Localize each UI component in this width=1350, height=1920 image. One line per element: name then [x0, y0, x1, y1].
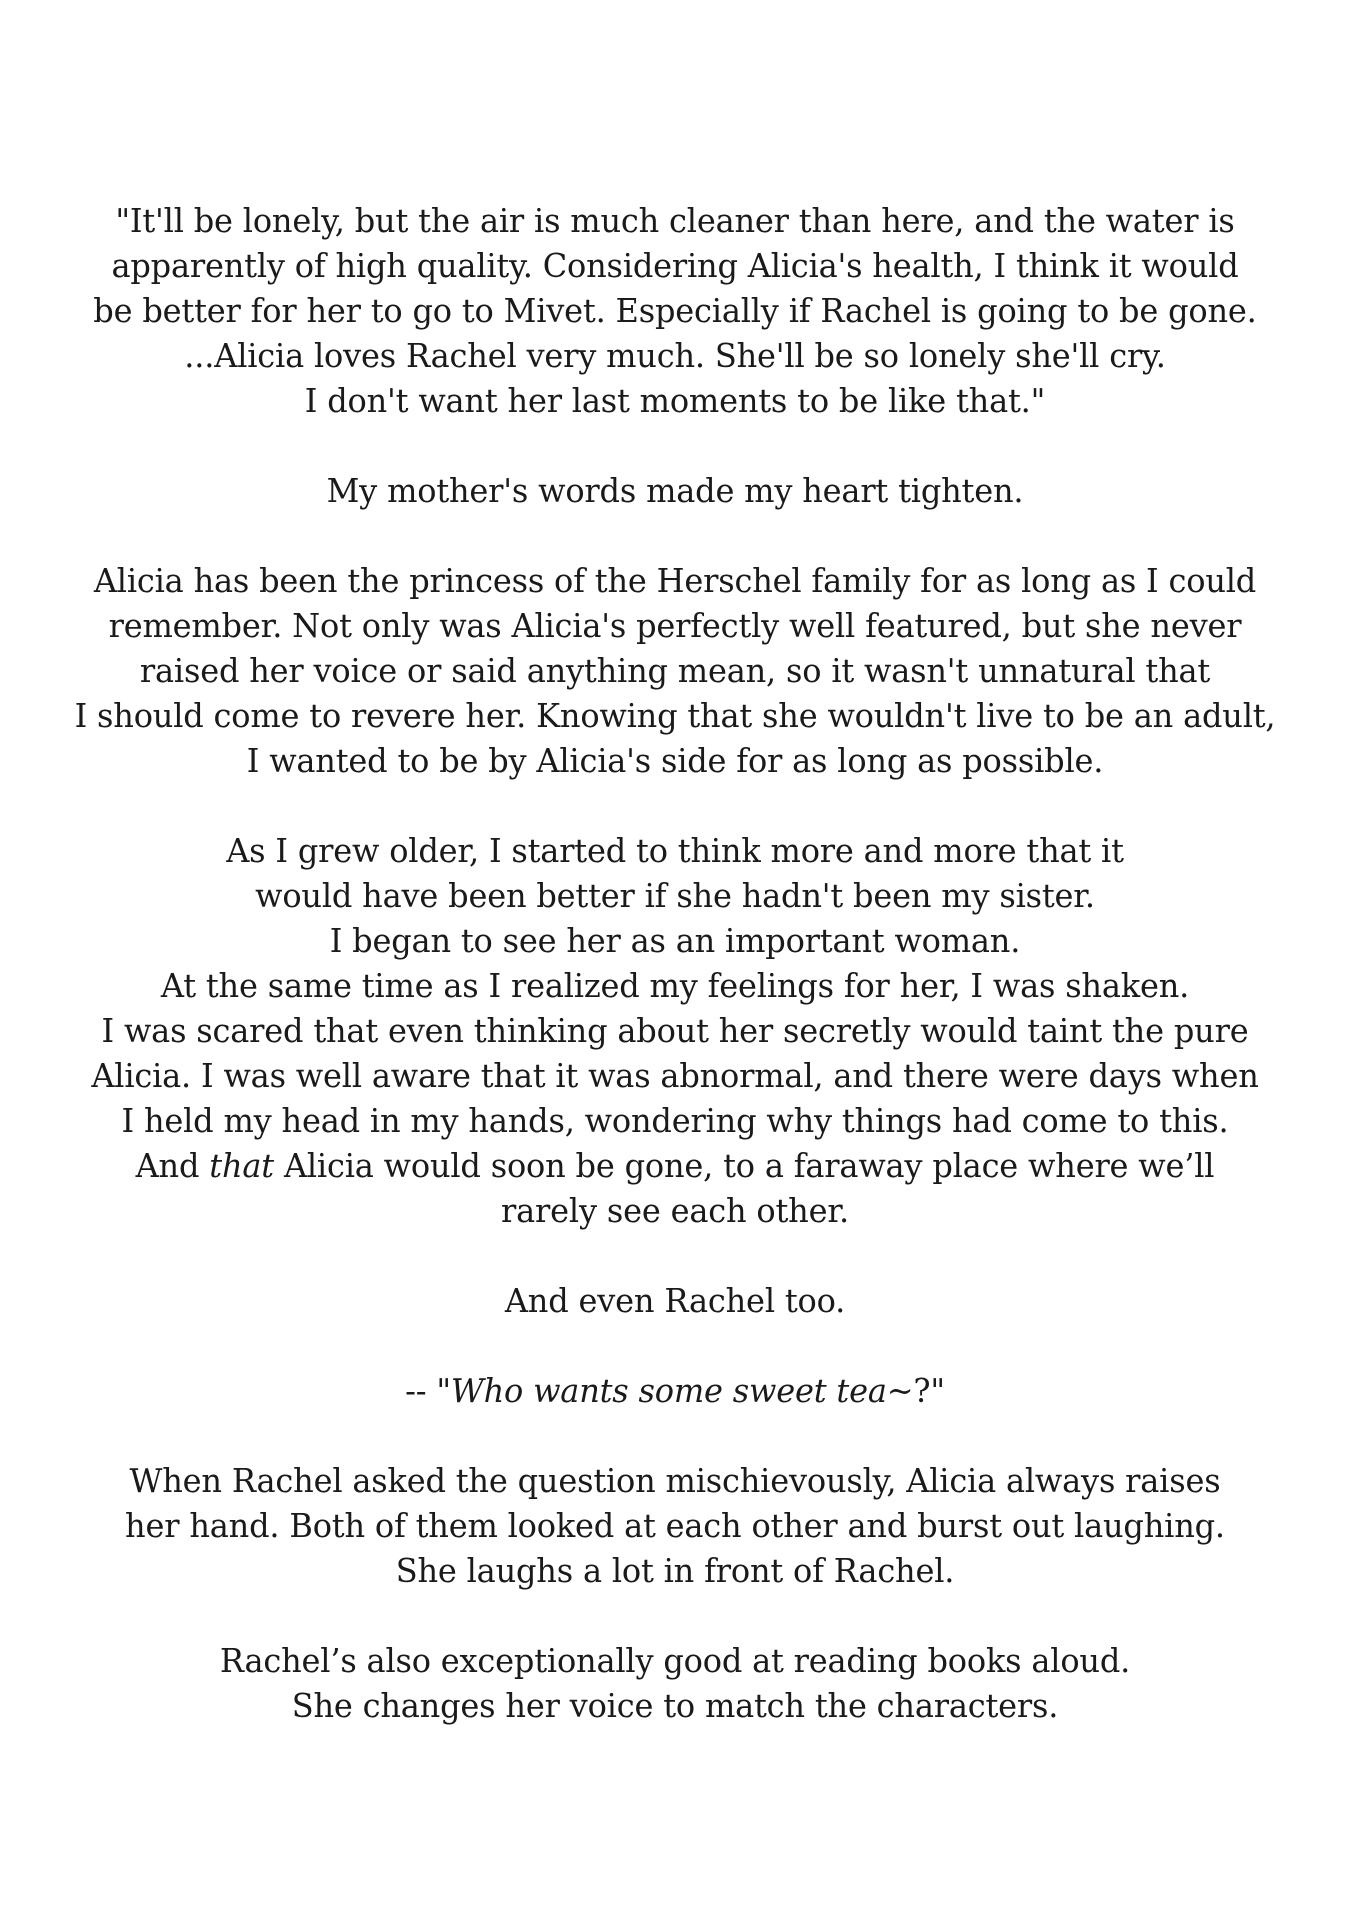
- quote-line: [20, 1368, 1330, 1413]
- text-line: I held my head in my hands, wondering why things had come to this.: [121, 1101, 1229, 1140]
- paragraph-mother-speech: [0, 198, 1350, 423]
- paragraph-reading-aloud: [0, 1638, 1350, 1728]
- text-line: She changes her voice to match the characters.: [291, 1686, 1059, 1725]
- text-line: "It'll be lonely, but the air is much cleaner than here, and the water is: [115, 201, 1235, 240]
- text-line: would have been better if she hadn't been my sister.: [255, 876, 1095, 915]
- paragraph-heart-tighten: [0, 468, 1350, 513]
- text-line: be better for her to go to Mivet. Especially if Rachel is going to be gone.: [93, 291, 1257, 330]
- quote-suffix: ?": [913, 1371, 945, 1410]
- paragraph-raises-hand: [0, 1458, 1350, 1593]
- text-line: And even Rachel too.: [504, 1281, 846, 1320]
- text-line: At the same time as I realized my feelings for her, I was shaken.: [160, 966, 1190, 1005]
- text-line: apparently of high quality. Considering Alicia's health, I think it would: [111, 246, 1239, 285]
- quote-italic: Who wants some sweet tea~: [450, 1371, 914, 1410]
- text-line: As I grew older, I started to think more and more that it: [226, 831, 1124, 870]
- paragraph-grew-older: [0, 828, 1350, 1233]
- paragraph-sweet-tea-quote: [0, 1368, 1350, 1413]
- text-segment: And: [135, 1146, 210, 1185]
- text-line: I began to see her as an important woman.: [329, 921, 1021, 960]
- text-segment: Alicia would soon be gone, to a faraway place where we’ll: [273, 1146, 1215, 1185]
- text-line: Alicia has been the princess of the Herschel family for as long as I could: [93, 561, 1257, 600]
- text-line: I was scared that even thinking about her secretly would taint the pure: [101, 1011, 1249, 1050]
- text-line: Alicia. I was well aware that it was abnormal, and there were days when: [91, 1056, 1259, 1095]
- text-line: She laughs a lot in front of Rachel.: [395, 1551, 955, 1590]
- quote-prefix: -- ": [405, 1371, 451, 1410]
- paragraph-alicia-princess: [0, 558, 1350, 783]
- paragraph-rachel-too: [0, 1278, 1350, 1323]
- text-line: When Rachel asked the question mischievously, Alicia always raises: [129, 1461, 1221, 1500]
- page-text: [0, 198, 1350, 1773]
- text-line: ...Alicia loves Rachel very much. She'll be so lonely she'll cry.: [184, 336, 1166, 375]
- text-line: rarely see each other.: [501, 1191, 849, 1230]
- text-line: I wanted to be by Alicia's side for as long as possible.: [246, 741, 1104, 780]
- text-line: I should come to revere her. Knowing that she wouldn't live to be an adult,: [74, 696, 1276, 735]
- text-line: My mother's words made my heart tighten.: [326, 471, 1024, 510]
- text-line: raised her voice or said anything mean, so it wasn't unnatural that: [139, 651, 1211, 690]
- text-line: her hand. Both of them looked at each other and burst out laughing.: [125, 1506, 1225, 1545]
- italic-word: that: [209, 1146, 274, 1185]
- text-line: remember. Not only was Alicia's perfectly well featured, but she never: [108, 606, 1242, 645]
- text-line-with-italic: [20, 1143, 1330, 1188]
- text-line: Rachel’s also exceptionally good at reading books aloud.: [219, 1641, 1131, 1680]
- text-line: I don't want her last moments to be like that.": [304, 381, 1046, 420]
